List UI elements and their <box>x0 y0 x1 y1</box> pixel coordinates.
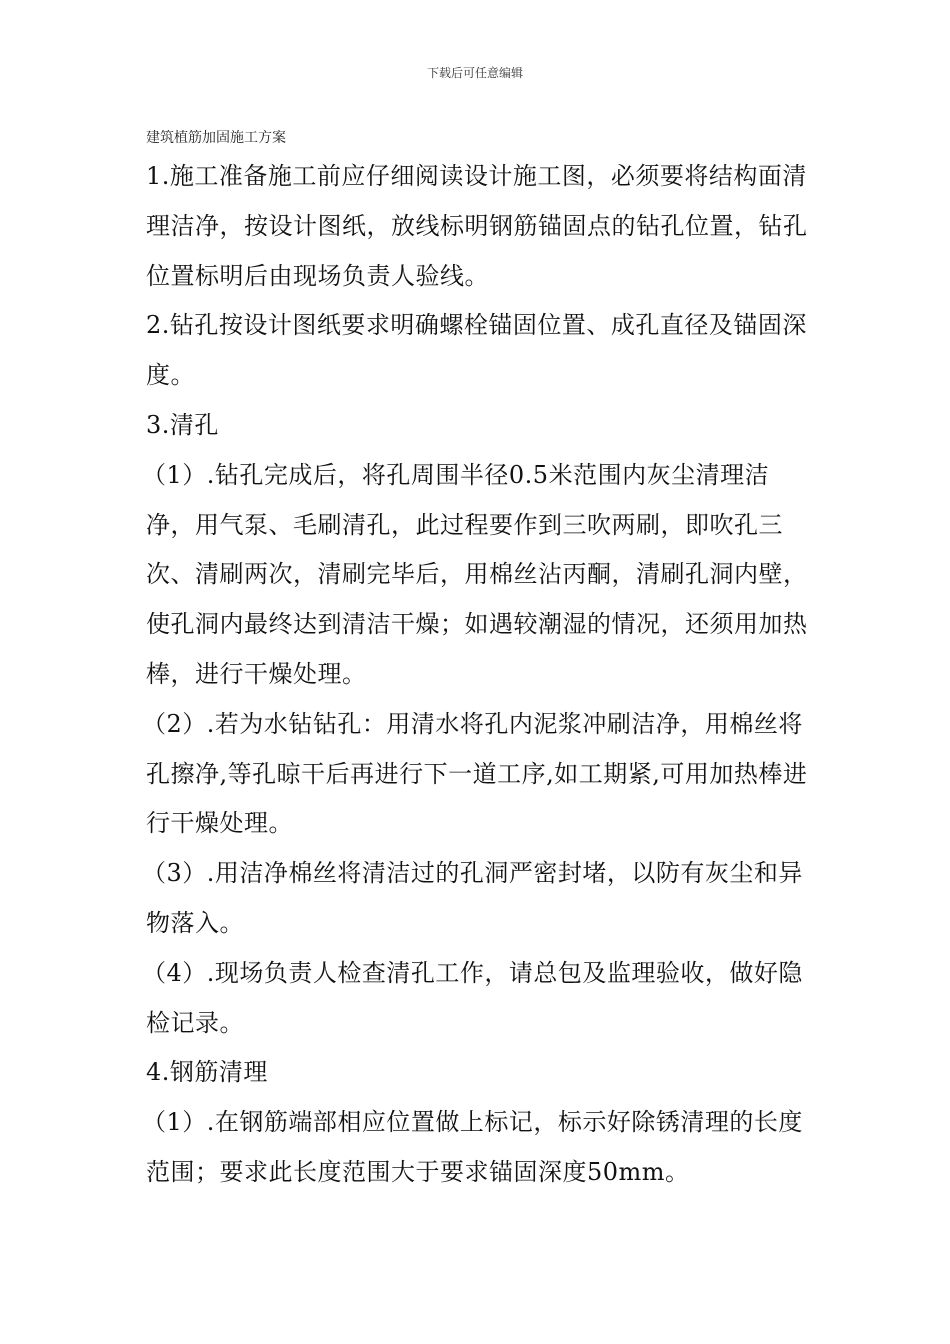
paragraph-4-1: （1）.在钢筋端部相应位置做上标记，标示好除锈清理的长度范围；要求此长度范围大于要求锚固深度50mm。 <box>142 1108 803 1186</box>
document-title: 建筑植筋加固施工方案 <box>146 130 286 146</box>
paragraph-3-1: （1）.钻孔完成后，将孔周围半径0.5米范围内灰尘清理洁净，用气泵、毛刷清孔，此过程要作到三吹两刷，即吹孔三次、清刷两次，清刷完毕后，用棉丝沾丙酮，清刷孔洞内壁，使孔洞内最终达到清洁干燥；如遇较潮湿的情况，还须用加热棒，进行干燥处理。 <box>142 460 808 688</box>
document-body <box>142 152 816 1198</box>
paragraph-3-3: （3）.用洁净棉丝将清洁过的孔洞严密封堵，以防有灰尘和异物落入。 <box>142 859 803 937</box>
paragraph-3-4: （4）.现场负责人检查清孔工作，请总包及监理验收，做好隐检记录。 <box>142 958 803 1037</box>
page-header: 下载后可任意编辑 <box>426 66 523 80</box>
paragraph-3-2: （2）.若为水钻钻孔：用清水将孔内泥浆冲刷洁净，用棉丝将孔擦净,等孔晾干后再进行下一道工序,如工期紧,可用加热棒进行干燥处理。 <box>142 709 808 838</box>
paragraph-2-drilling: 2.钻孔按设计图纸要求明确螺栓锚固位置、成孔直径及锚固深度。 <box>146 311 807 390</box>
paragraph-4-heading: 4.钢筋清理 <box>146 1058 268 1087</box>
paragraph-1-preparation: 1.施工准备施工前应仔细阅读设计施工图，必须要将结构面清理洁净，按设计图纸，放线标明钢筋锚固点的钻孔位置，钻孔位置标明后由现场负责人验线。 <box>146 162 808 290</box>
paragraph-3-heading: 3.清孔 <box>146 410 219 439</box>
